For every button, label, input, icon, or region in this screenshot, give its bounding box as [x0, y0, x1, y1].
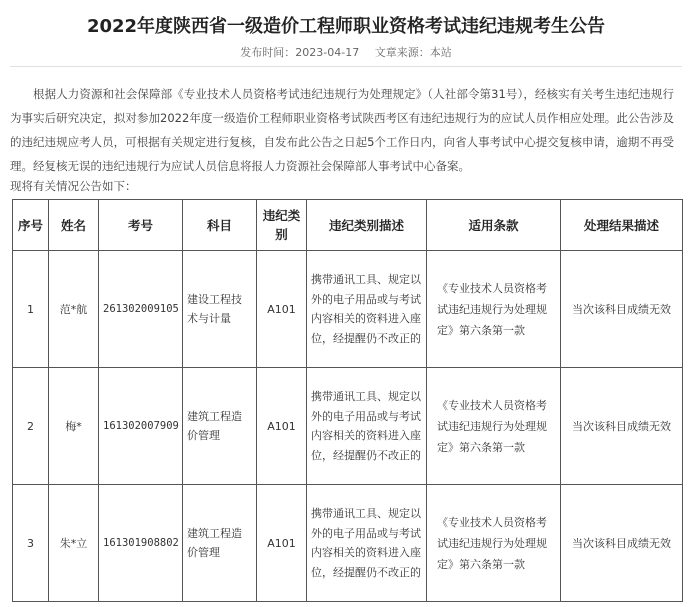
- article-meta: [0, 44, 692, 60]
- cell-name: 朱*立: [49, 485, 99, 602]
- cell-index: 3: [13, 485, 49, 602]
- cell-category: A101: [257, 251, 307, 368]
- cell-result: 当次该科目成绩无效: [561, 485, 683, 602]
- cell-result: 当次该科目成绩无效: [561, 251, 683, 368]
- header-name: 姓名: [49, 200, 99, 251]
- violators-table: [12, 199, 683, 602]
- cell-subject: 建筑工程造价管理: [183, 368, 257, 485]
- publish-info: [240, 46, 359, 59]
- cell-clause: 《专业技术人员资格考试违纪违规行为处理规定》第六条第一款: [427, 368, 561, 485]
- cell-subject: 建筑工程造价管理: [183, 485, 257, 602]
- table-row: [13, 485, 683, 602]
- header-exam-no: 考号: [99, 200, 183, 251]
- source-label: 文章来源：: [374, 46, 430, 59]
- table-row: [13, 368, 683, 485]
- table-row: [13, 251, 683, 368]
- header-index: 序号: [13, 200, 49, 251]
- cell-name: 梅*: [49, 368, 99, 485]
- publish-label: 发布时间：: [240, 46, 296, 59]
- page-title: 2022年度陕西省一级造价工程师职业资格考试违纪违规考生公告: [86, 16, 606, 37]
- table-header-row: [13, 200, 683, 251]
- cell-index: 1: [13, 251, 49, 368]
- cell-index: 2: [13, 368, 49, 485]
- cell-description: 携带通讯工具、规定以外的电子用品或与考试内容相关的资料进入座位，经提醒仍不改正的: [307, 485, 427, 602]
- header-description: 违纪类别描述: [307, 200, 427, 251]
- cell-description: 携带通讯工具、规定以外的电子用品或与考试内容相关的资料进入座位，经提醒仍不改正的: [307, 368, 427, 485]
- divider: [10, 66, 682, 67]
- cell-description: 携带通讯工具、规定以外的电子用品或与考试内容相关的资料进入座位，经提醒仍不改正的: [307, 251, 427, 368]
- cell-subject: 建设工程技术与计量: [183, 251, 257, 368]
- intro-paragraph: 根据人力资源和社会保障部《专业技术人员资格考试违纪违规行为处理规定》（人社部令第31号），经核实有关考生违纪违规行为事实后研究决定，拟对参加2022年度一级造价工程师职业资格考试陕西考区有违纪违规行为的应试人员作相应处理。此公告涉及的违纪违规应考人员，可根据有关规定进行复核，自发布此公告之日起5个工作日内，向省人事考试中心提交复核申请，逾期不再受理。经复核无误的违纪违规行为应试人员信息将报人力资源社会保障部人事考试中心备案。: [10, 87, 674, 173]
- lead-text: 现将有关情况公告如下：: [10, 179, 137, 193]
- publish-date: 2023-04-17: [295, 46, 360, 59]
- cell-category: A101: [257, 368, 307, 485]
- header-clause: 适用条款: [427, 200, 561, 251]
- cell-category: A101: [257, 485, 307, 602]
- cell-clause: 《专业技术人员资格考试违纪违规行为处理规定》第六条第一款: [427, 251, 561, 368]
- cell-exam-no: 261302009105: [99, 251, 183, 368]
- source-value: 本站: [429, 46, 452, 59]
- cell-exam-no: 161301908802: [99, 485, 183, 602]
- source-info: [375, 46, 452, 59]
- header-subject: 科目: [183, 200, 257, 251]
- cell-exam-no: 161302007909: [99, 368, 183, 485]
- header-result: 处理结果描述: [561, 200, 683, 251]
- cell-result: 当次该科目成绩无效: [561, 368, 683, 485]
- header-category: 违纪类别: [257, 200, 307, 251]
- cell-clause: 《专业技术人员资格考试违纪违规行为处理规定》第六条第一款: [427, 485, 561, 602]
- cell-name: 范*航: [49, 251, 99, 368]
